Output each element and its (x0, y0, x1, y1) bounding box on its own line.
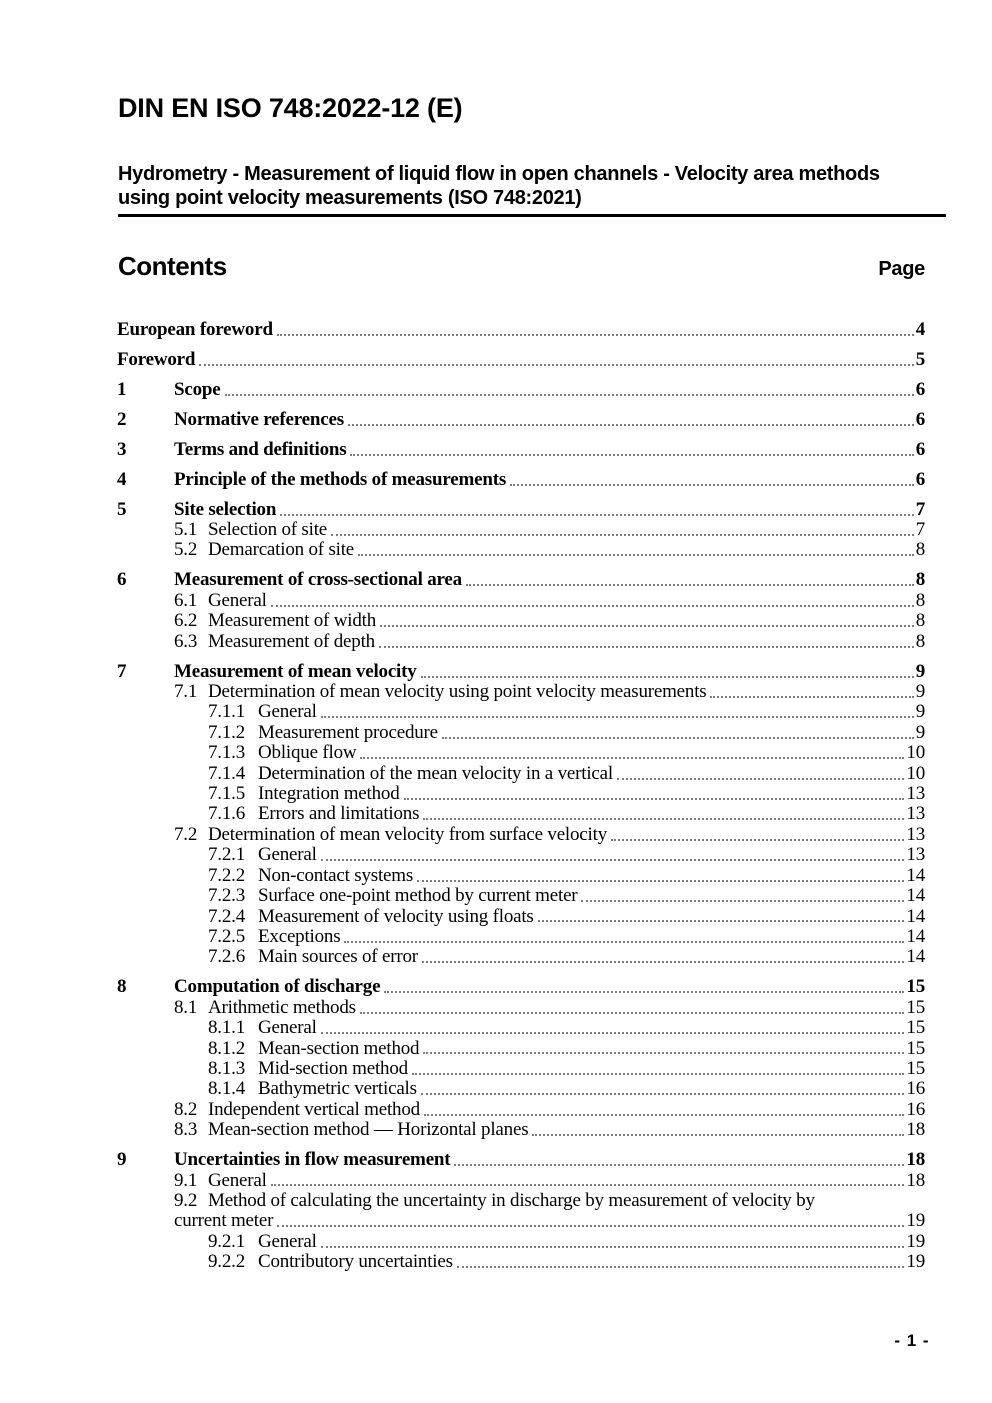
toc-entry-number: 2 (117, 408, 127, 430)
toc-entry-label: Foreword (117, 348, 196, 370)
toc-dot-leader (404, 798, 905, 800)
toc-entry-number: 7 (117, 660, 127, 682)
toc-entry-label: Site selection (174, 498, 277, 520)
toc-entry-page: 14 (906, 925, 925, 947)
toc-entry-label: European foreword (117, 318, 273, 340)
toc-entry (117, 632, 925, 652)
toc-dot-leader (321, 1246, 905, 1248)
toc-entry (117, 1232, 925, 1252)
toc-dot-leader (280, 514, 913, 516)
toc-entry (117, 1059, 925, 1079)
toc-entry-label: Measurement of width (208, 610, 377, 632)
toc-entry-page: 18 (906, 1119, 925, 1141)
toc-entry (117, 1079, 925, 1099)
toc-entry (117, 350, 925, 370)
toc-entry-label: Surface one-point method by current meter (258, 885, 578, 907)
toc-entry (117, 702, 925, 722)
toc-entry-page: 19 (906, 1230, 925, 1252)
toc-entry-number: 1 (117, 378, 127, 400)
toc-entry-number: 7.1.1 (208, 701, 246, 723)
toc-dot-leader (271, 605, 914, 607)
toc-entry-page: 18 (906, 1169, 925, 1191)
toc-entry-label: Computation of discharge (174, 976, 381, 998)
toc-entry-label: Determination of the mean velocity in a vertical (258, 762, 613, 784)
toc-entry-page: 6 (915, 438, 925, 460)
toc-entry-label: Method of calculating the uncertainty in discharge by measurement of velocity by (208, 1189, 815, 1211)
toc-entry-page: 9 (915, 721, 925, 743)
toc-entry (117, 1252, 925, 1272)
toc-dot-leader (225, 394, 914, 396)
toc-entry-label: Determination of mean velocity using point velocity measurements (208, 681, 707, 703)
toc-entry (117, 947, 925, 967)
toc-dot-leader (321, 716, 914, 718)
toc-entry-label: Measurement of velocity using floats (258, 905, 534, 927)
toc-entry (117, 611, 925, 631)
toc-entry-number: 7.1.3 (208, 742, 246, 764)
toc-entry-page: 13 (906, 844, 925, 866)
toc-dot-leader (423, 818, 904, 820)
toc-entry-label: Terms and definitions (174, 438, 347, 460)
toc-dot-leader (510, 484, 914, 486)
toc-dot-leader (360, 757, 904, 759)
toc-dot-leader (422, 961, 905, 963)
toc-entry-number: 8.1.4 (208, 1078, 246, 1100)
toc-entry-label: Arithmetic methods (208, 996, 356, 1018)
toc-entry-page: 9 (915, 701, 925, 723)
toc-entry (117, 591, 925, 611)
toc-dot-leader (344, 941, 904, 943)
toc-entry-page: 19 (906, 1210, 925, 1232)
toc-entry-page: 18 (906, 1149, 925, 1171)
toc-entry-page: 5 (915, 348, 925, 370)
toc-entry-label: Measurement of depth (208, 630, 375, 652)
toc-entry-label: Demarcation of site (208, 539, 355, 561)
toc-entry-label: Mid-section method (258, 1057, 408, 1079)
toc-entry-page: 6 (915, 408, 925, 430)
toc-entry-number: 7.1 (174, 681, 198, 703)
toc-entry-label: Bathymetric verticals (258, 1078, 417, 1100)
toc-entry-number: 7.1.2 (208, 721, 246, 743)
toc-entry (117, 825, 925, 845)
toc-entry-page: 13 (906, 783, 925, 805)
toc-entry-page: 9 (915, 681, 925, 703)
toc-entry (117, 662, 925, 682)
toc-entry-page: 14 (906, 885, 925, 907)
toc-entry-label: Exceptions (258, 925, 341, 947)
toc-entry-number: 8 (117, 976, 127, 998)
toc-dot-leader (350, 454, 913, 456)
page-column-label: Page (878, 258, 925, 280)
toc-dot-leader (331, 534, 914, 536)
toc-entry (117, 1171, 925, 1191)
toc-entry-number: 5.1 (174, 519, 198, 540)
toc-entry-number: 8.1.1 (208, 1017, 246, 1039)
toc-entry-number: 8.3 (174, 1119, 198, 1141)
toc-entry-label: General (258, 1230, 317, 1252)
toc-entry (117, 1120, 925, 1140)
toc-dot-leader (348, 424, 914, 426)
toc-entry (117, 907, 925, 927)
toc-entry-label: General (208, 589, 267, 611)
toc-entry-page: 9 (915, 660, 925, 682)
toc-entry (117, 1018, 925, 1038)
toc-entry-number: 7.1.4 (208, 762, 246, 784)
toc-entry-page: 8 (915, 569, 925, 591)
toc-entry-number: 8.1.2 (208, 1037, 246, 1059)
toc-entry (117, 1100, 925, 1120)
toc-entry-number: 7.1.5 (208, 783, 246, 805)
toc-dot-leader (442, 737, 914, 739)
toc-entry-label: Mean-section method (258, 1037, 420, 1059)
toc-entry-label: Selection of site (208, 519, 328, 540)
toc-dot-leader (538, 920, 905, 922)
toc-entry (117, 886, 925, 906)
toc-entry-label: Integration method (258, 783, 400, 805)
toc-entry (117, 866, 925, 886)
toc-entry (117, 380, 925, 400)
toc-entry-page: 16 (906, 1098, 925, 1120)
toc-dot-leader (421, 676, 914, 678)
toc-entry-number: 6.1 (174, 589, 198, 611)
toc-entry-page: 6 (915, 378, 925, 400)
toc-entry-label: Oblique flow (258, 742, 357, 764)
toc-entry (117, 500, 925, 520)
toc-entry (117, 804, 925, 824)
toc-entry-number: 3 (117, 438, 127, 460)
toc-entry-label: General (208, 1169, 267, 1191)
toc-entry (117, 540, 925, 560)
toc-entry-page: 14 (906, 905, 925, 927)
toc-entry (117, 743, 925, 763)
footer-page-number: - 1 - (894, 1331, 930, 1350)
toc-dot-leader (424, 1114, 904, 1116)
toc-entry-page: 7 (915, 498, 925, 520)
toc-entry-label: General (258, 844, 317, 866)
toc-dot-leader (532, 1134, 904, 1136)
toc-entry-number: 9.2.2 (208, 1251, 246, 1273)
toc-entry-number: 7.2.2 (208, 864, 246, 886)
toc-entry-label: Main sources of error (258, 946, 418, 968)
toc-entry-label: Determination of mean velocity from surface velocity (208, 823, 608, 845)
toc-entry-page: 16 (906, 1078, 925, 1100)
toc-dot-leader (360, 1012, 905, 1014)
toc-entry-number: 8.1 (174, 996, 198, 1018)
toc-dot-leader (454, 1164, 904, 1166)
toc-entry-page: 15 (906, 996, 925, 1018)
toc-entry-label: General (258, 1017, 317, 1039)
toc-entry-label: Principle of the methods of measurements (174, 468, 507, 490)
toc-entry-number: 5.2 (174, 539, 198, 561)
toc-entry (117, 470, 925, 490)
toc-entry-number: 8.2 (174, 1098, 198, 1120)
contents-header-row (118, 251, 925, 282)
toc-dot-leader (199, 364, 913, 366)
toc-entry-number: 7.2.3 (208, 885, 246, 907)
toc-entry-page: 8 (915, 539, 925, 561)
title-divider-rule (118, 214, 946, 217)
toc-entry (117, 682, 925, 702)
toc-entry-page: 10 (906, 742, 925, 764)
toc-entry-label: Uncertainties in flow measurement (174, 1149, 451, 1171)
toc-entry (117, 1191, 925, 1211)
toc-entry-label: General (258, 701, 317, 723)
toc-entry-page: 8 (915, 589, 925, 611)
toc-dot-leader (277, 334, 914, 336)
toc-dot-leader (710, 696, 913, 698)
toc-dot-leader (466, 584, 914, 586)
toc-entry-number: 6.3 (174, 630, 198, 652)
toc-dot-leader (423, 1052, 904, 1054)
toc-entry-number: 6 (117, 569, 127, 591)
toc-entry-page: 15 (906, 1017, 925, 1039)
toc-entry-number: 9 (117, 1149, 127, 1171)
toc-dot-leader (380, 625, 914, 627)
toc-entry-page: 7 (915, 519, 925, 540)
toc-entry-number: 7.2.6 (208, 946, 246, 968)
toc-dot-leader (581, 900, 904, 902)
toc-entry (117, 764, 925, 784)
toc-entry-page: 6 (915, 468, 925, 490)
toc-dot-leader (421, 1093, 905, 1095)
toc-entry-number: 6.2 (174, 610, 198, 632)
toc-entry (117, 410, 925, 430)
toc-entry-number: 7.2.4 (208, 905, 246, 927)
toc-dot-leader (417, 880, 904, 882)
toc-entry-page: 14 (906, 864, 925, 886)
toc-dot-leader (358, 554, 914, 556)
toc-entry (117, 320, 925, 340)
toc-entry (117, 520, 925, 540)
toc-entry (117, 723, 925, 743)
toc-dot-leader (277, 1225, 904, 1227)
toc-entry-number: 7.2.1 (208, 844, 246, 866)
table-of-contents (117, 310, 925, 1273)
document-id-heading: DIN EN ISO 748:2022-12 (E) (118, 93, 463, 123)
toc-dot-leader (412, 1073, 904, 1075)
document-title: Hydrometry - Measurement of liquid flow in open channels - Velocity area methods using point velocity measurements (ISO 748:2021) (118, 163, 880, 209)
toc-entry-label: Non-contact systems (258, 864, 414, 886)
toc-entry-label: Mean-section method — Horizontal planes (208, 1119, 529, 1141)
toc-entry-page: 13 (906, 823, 925, 845)
toc-entry-label: Measurement procedure (258, 721, 438, 743)
toc-entry-number: 7.2.5 (208, 925, 246, 947)
toc-entry-number: 7.2 (174, 823, 198, 845)
toc-entry-page: 15 (906, 976, 925, 998)
toc-entry (117, 1150, 925, 1170)
toc-dot-leader (271, 1184, 905, 1186)
toc-entry-page: 15 (906, 1057, 925, 1079)
toc-entry-label: Measurement of mean velocity (174, 660, 417, 682)
toc-entry (117, 784, 925, 804)
toc-entry-number: 9.2 (174, 1189, 198, 1211)
toc-entry-page: 19 (906, 1251, 925, 1273)
toc-entry-number: 9.2.1 (208, 1230, 246, 1252)
toc-entry-page: 8 (915, 630, 925, 652)
toc-entry-page: 4 (915, 318, 925, 340)
toc-entry-label: Normative references (174, 408, 344, 430)
toc-dot-leader (611, 839, 904, 841)
toc-entry (117, 927, 925, 947)
toc-entry-label: Measurement of cross-sectional area (174, 569, 462, 591)
toc-entry-page: 15 (906, 1037, 925, 1059)
toc-dot-leader (379, 646, 914, 648)
toc-entry (117, 1211, 925, 1231)
toc-entry-number: 8.1.3 (208, 1057, 246, 1079)
toc-entry (117, 998, 925, 1018)
toc-entry (117, 570, 925, 590)
toc-entry-label: Independent vertical method (208, 1098, 420, 1120)
toc-entry-page: 14 (906, 946, 925, 968)
toc-entry-number: 4 (117, 468, 127, 490)
toc-entry-page: 8 (915, 610, 925, 632)
toc-entry-number: 9.1 (174, 1169, 198, 1191)
toc-entry-label: Contributory uncertainties (258, 1251, 453, 1273)
toc-entry-label: Errors and limitations (258, 803, 420, 825)
toc-entry-number: 7.1.6 (208, 803, 246, 825)
toc-entry-number: 5 (117, 498, 127, 520)
toc-dot-leader (321, 859, 905, 861)
toc-dot-leader (321, 1032, 905, 1034)
contents-heading: Contents (118, 251, 227, 281)
toc-entry (117, 845, 925, 865)
toc-entry-page: 10 (906, 762, 925, 784)
toc-entry (117, 1039, 925, 1059)
toc-dot-leader (457, 1266, 905, 1268)
toc-entry (117, 440, 925, 460)
toc-entry-label: Scope (174, 378, 221, 400)
toc-dot-leader (617, 778, 904, 780)
toc-entry-page: 13 (906, 803, 925, 825)
toc-dot-leader (384, 991, 904, 993)
toc-entry (117, 977, 925, 997)
toc-entry-label: current meter (174, 1210, 274, 1232)
